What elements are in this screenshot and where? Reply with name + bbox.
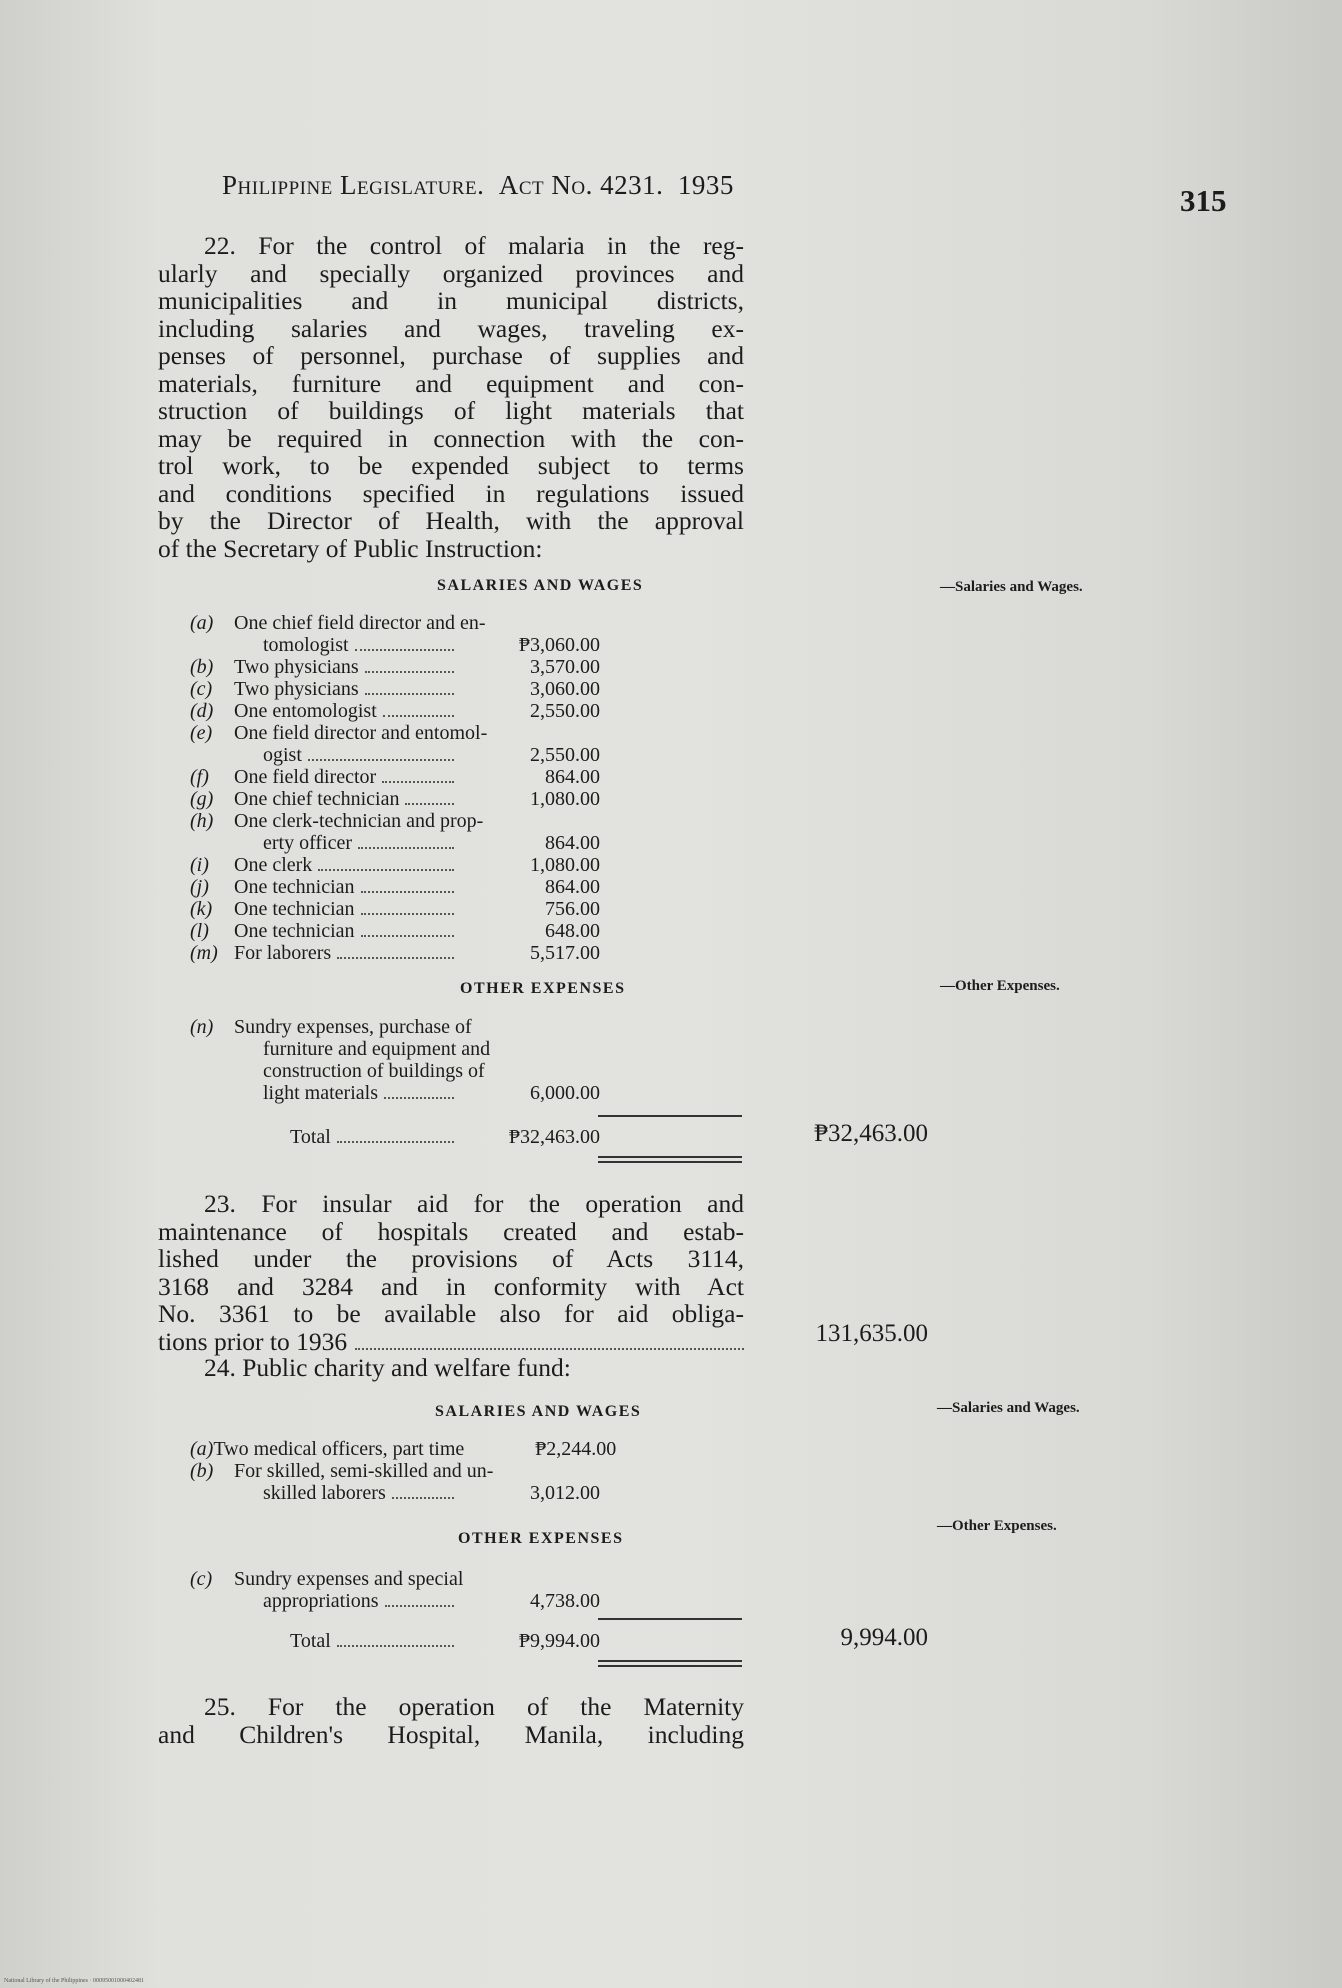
margin-note-other: —Other Expenses. [940,978,1060,994]
text-line-content: tions prior to 1936 [158,1326,348,1356]
item-amount: 2,550.00 [530,744,600,766]
item-amount: 1,080.00 [530,788,600,810]
item-text: One chief technician [234,788,400,810]
item-text: erty officer [263,832,353,854]
item-text: Sundry expenses and special [234,1568,464,1590]
double-rule-top [598,1660,742,1662]
double-rule-top [598,1156,742,1158]
line-item-d [190,700,600,722]
margin-note-salaries: —Salaries and Wages. [940,579,1083,595]
text-line: 23. For insular aid for the operation and [204,1189,744,1218]
double-rule-bottom [598,1161,742,1163]
running-head-year: 1935 [677,170,734,200]
item-amount: 3,060.00 [530,678,600,700]
item-text: skilled laborers [263,1482,386,1504]
item-label: (k) [190,898,213,920]
line-item-a [190,1438,617,1460]
item-amount: ₱2,244.00 [535,1438,617,1460]
item-amount: 864.00 [545,766,600,788]
line-item-i [190,854,600,876]
item-amount: 864.00 [545,876,600,898]
text-line: struction of buildings of light materials that [158,396,744,425]
item-text: One entomologist [234,700,377,722]
text-line: materials, furniture and equipment and con- [158,368,744,398]
subtotal-rule [598,1115,742,1117]
text-line: 24. Public charity and welfare fund: [204,1353,571,1382]
item-amount: 648.00 [545,920,600,942]
item-amount: 6,000.00 [530,1082,600,1104]
text-line: including salaries and wages, traveling ex- [158,313,744,343]
text-line: No. 3361 to be available also for aid obliga- [158,1299,744,1328]
item-text: One field director [234,766,377,788]
item-amount: 4,738.00 [530,1590,600,1612]
running-head [222,170,734,201]
line-item-n [190,1016,600,1104]
double-rule-bottom [598,1665,742,1667]
item-label: (c) [190,1568,213,1590]
total-label: Total [290,1630,331,1652]
item-label: (e) [190,722,213,744]
text-line: 22. For the control of malaria in the reg- [204,231,744,260]
item-label: (a) [190,1438,214,1460]
total-amount: ₱9,994.00 [518,1630,600,1652]
text-line: of the Secretary of Public Instruction: [158,533,543,563]
item-text: Two medical officers, part time [213,1438,465,1460]
text-line: 25. For the operation of the Maternity [204,1692,744,1721]
section-24-total: 9,994.00 [840,1624,928,1651]
section-25-text [158,1693,744,1748]
item-text: construction of buildings of [263,1060,485,1082]
running-head-act: Act No. 4231. [498,170,664,200]
text-line: and Children's Hospital, Manila, including [158,1719,744,1749]
line-item-m [190,942,600,964]
item-amount: 864.00 [545,832,600,854]
line-item-g [190,788,600,810]
item-label: (a) [190,612,214,634]
section-24-title [158,1354,744,1382]
margin-note-other: —Other Expenses. [937,1518,1057,1534]
item-amount: 756.00 [545,898,600,920]
item-label: (g) [190,788,214,810]
scan-footer: National Library of the Philippines · 00095001000402481 [4,1978,144,1984]
item-text: One chief field director and en- [234,612,486,634]
text-line: municipalities and in municipal districts, [158,286,744,315]
item-label: (n) [190,1016,214,1038]
text-line: by the Director of Health, with the approval [158,506,744,535]
item-label: (c) [190,678,213,700]
item-label: (l) [190,920,209,942]
item-text: furniture and equipment and [263,1038,491,1060]
text-line: trol work, to be expended subject to terms [158,451,744,480]
item-text: tomologist [263,634,349,656]
line-item-j [190,876,600,898]
text-line: 3168 and 3284 and in conformity with Act [158,1271,744,1301]
item-amount: 1,080.00 [530,854,600,876]
item-text: For laborers [234,942,332,964]
text-line: penses of personnel, purchase of supplies and [158,341,744,370]
salaries-heading: SALARIES AND WAGES [435,1403,642,1420]
other-expenses-heading: OTHER EXPENSES [458,1530,624,1547]
item-amount: ₱3,060.00 [518,634,600,656]
item-text: Sundry expenses, purchase of [234,1016,472,1038]
total-label: Total [290,1126,331,1148]
section-22-text [158,232,744,562]
item-label: (b) [190,656,214,678]
line-item-k [190,898,600,920]
text-line: may be required in connection with the con- [158,423,744,453]
item-amount: 3,570.00 [530,656,600,678]
line-item-h [190,810,600,854]
item-text: One technician [234,898,355,920]
item-text: One clerk [234,854,313,876]
item-text: Two physicians [234,656,359,678]
text-line: and conditions specified in regulations issued [158,478,744,508]
item-label: (f) [190,766,209,788]
salaries-heading: SALARIES AND WAGES [437,577,644,594]
line-item-b [190,656,600,678]
subtotal-rule [598,1618,742,1620]
total-row [290,1126,600,1149]
item-label: (i) [190,854,209,876]
item-text: Two physicians [234,678,359,700]
item-label: (d) [190,700,214,722]
item-amount: 3,012.00 [530,1482,600,1504]
line-item-a [190,612,600,656]
margin-note-salaries: —Salaries and Wages. [937,1400,1080,1416]
item-text: One technician [234,876,355,898]
line-item-l [190,920,600,942]
text-line: ularly and specially organized provinces and [158,258,744,288]
item-text: ogist [263,744,302,766]
text-line [158,1328,744,1356]
item-label: (h) [190,810,214,832]
item-label: (b) [190,1460,214,1482]
item-text: One clerk-technician and prop- [234,810,484,832]
line-item-e [190,722,600,766]
line-item-f [190,766,600,788]
item-text: One technician [234,920,355,942]
item-amount: 5,517.00 [530,942,600,964]
line-item-b [190,1460,600,1504]
section-22-total: ₱32,463.00 [814,1120,928,1147]
total-row [290,1630,600,1653]
item-text: light materials [263,1082,378,1104]
section-23-text [158,1190,744,1356]
text-line: maintenance of hospitals created and estab- [158,1216,744,1246]
total-amount: ₱32,463.00 [508,1126,600,1148]
section-23-amount: 131,635.00 [815,1320,928,1347]
other-expenses-heading: OTHER EXPENSES [460,980,626,997]
line-item-c [190,678,600,700]
page-number: 315 [1180,183,1227,218]
item-text: One field director and entomol- [234,722,488,744]
running-head-title: Philippine Legislature. [222,170,485,200]
line-item-c [190,1568,600,1612]
item-text: For skilled, semi-skilled and un- [234,1460,494,1482]
item-label: (j) [190,876,209,898]
item-label: (m) [190,942,218,964]
item-amount: 2,550.00 [530,700,600,722]
text-line: lished under the provisions of Acts 3114, [158,1244,744,1273]
item-text: appropriations [263,1590,379,1612]
